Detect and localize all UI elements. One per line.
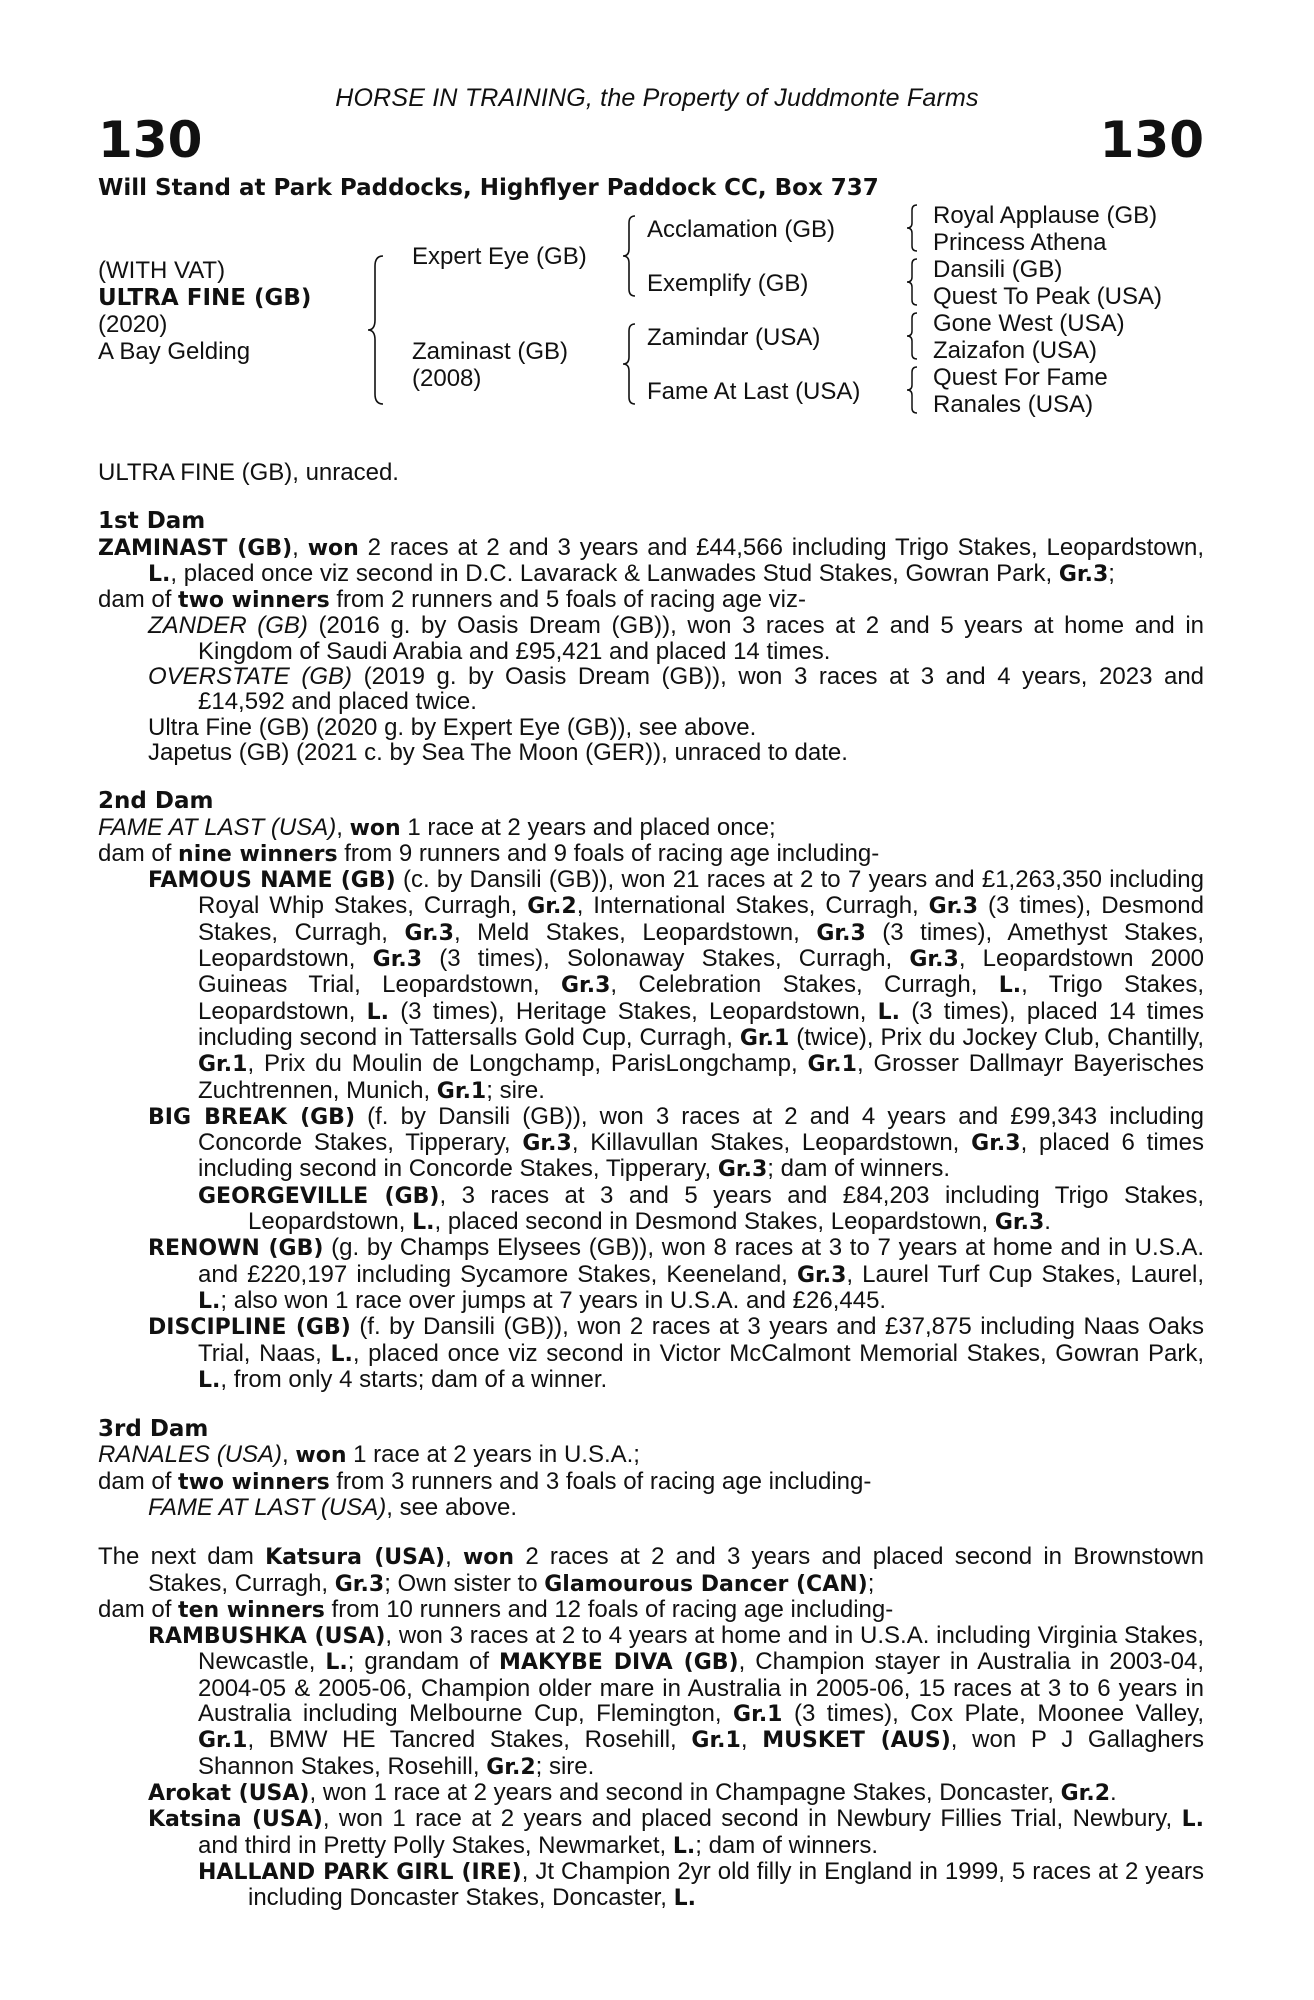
brace-icon <box>904 257 920 307</box>
brace-icon <box>365 254 387 406</box>
produce-entry: OVERSTATE (GB) (2019 g. by Oasis Dream (GB)), won 3 races at 3 and 4 years, 2023 and £14,592 and placed twice. <box>148 663 1205 716</box>
produce-entry: BIG BREAK (GB) (f. by Dansili (GB)), won 3 races at 2 and 4 years and £99,343 including Concorde Stakes, Tipperary, Gr.3, Killavullan Stakes, Leopardstown, Gr.3, placed 6 times including second in Concorde Stakes, Tipperary, Gr.3; dam of winners. <box>148 1102 1204 1183</box>
horse-year: (2020) <box>98 311 168 338</box>
produce-entry: FAME AT LAST (USA), see above. <box>148 1493 518 1521</box>
third-dam-heading: 3rd Dam <box>98 1416 209 1443</box>
brace-icon <box>620 322 638 406</box>
gg-dds: Quest For Fame <box>933 364 1108 391</box>
produce-entry: DISCIPLINE (GB) (f. by Dansili (GB)), won 2 races at 3 years and £37,875 including Naas Oaks Trial, Naas, L., placed once viz second in Victor McCalmont Memorial Stakes, Gowran Park, L., from only 4 starts; dam of a winner. <box>148 1313 1204 1393</box>
sire-dam: Exemplify (GB) <box>647 270 809 297</box>
first-dam-record: ZAMINAST (GB), won 2 races at 2 and 3 years and £44,566 including Trigo Stakes, Leopardstown, L., placed once viz second in D.C. Lavarack & Lanwades Stud Stakes, Gowran Park, Gr.3; <box>98 533 1204 587</box>
produce-entry: Katsina (USA), won 1 race at 2 years and placed second in Newbury Fillies Trial, Newbury, L. and third in Pretty Polly Stakes, Newmarket, L.; dam of winners. <box>148 1805 1204 1859</box>
third-dam-produce-summary: dam of two winners from 3 runners and 3 foals of racing age including- <box>98 1467 872 1495</box>
gg-ssd: Princess Athena <box>933 229 1107 256</box>
produce-entry: ZANDER (GB) (2016 g. by Oasis Dream (GB)), won 3 races at 2 and 5 years at home and in Kingdom of Saudi Arabia and £95,421 and placed 14 times. <box>148 612 1205 665</box>
gg-sdd: Quest To Peak (USA) <box>933 283 1162 310</box>
dam-name: Zaminast (GB) <box>412 338 569 365</box>
produce-entry: Ultra Fine (GB) (2020 g. by Expert Eye (GB)), see above. <box>148 713 757 741</box>
next-dam-produce-summary: dam of ten winners from 10 runners and 12 foals of racing age including- <box>98 1595 894 1623</box>
produce-entry: RAMBUSHKA (USA), won 3 races at 2 to 4 years at home and in U.S.A. including Virginia Stakes, Newcastle, L.; grandam of MAKYBE DIVA (GB), Champion stayer in Australia in 2003-04, 2004-05 & 2005-06, Champion older mare in Australia in 2005-06, 15 races at 3 to 6 years in Australia including Melbourne Cup, Flemington, Gr.1 (3 times), Cox Plate, Moonee Valley, Gr.1, BMW HE Tancred Stakes, Rosehill, Gr.1, MUSKET (AUS), won P J Gallaghers Shannon Stakes, Rosehill, Gr.2; sire. <box>148 1622 1205 1780</box>
gg-dsd: Zaizafon (USA) <box>933 337 1098 364</box>
intro-line: ULTRA FINE (GB), unraced. <box>98 459 399 486</box>
brace-icon <box>620 214 638 298</box>
catalogue-body <box>98 460 1204 1911</box>
second-dam-record: FAME AT LAST (USA), won 1 race at 2 years and placed once; <box>98 813 776 841</box>
second-dam-heading: 2nd Dam <box>98 788 214 815</box>
brace-icon <box>904 203 920 253</box>
dam-dam: Fame At Last (USA) <box>647 378 861 405</box>
brace-icon <box>904 365 920 415</box>
vat-note: (WITH VAT) <box>98 257 226 284</box>
horse-name: ULTRA FINE (GB) <box>98 285 312 311</box>
next-dam-record: The next dam Katsura (USA), won 2 races at 2 and 3 years and placed second in Brownstown Stakes, Curragh, Gr.3; Own sister to Glamourous Dancer (CAN); <box>98 1543 1204 1597</box>
third-dam-record: RANALES (USA), won 1 race at 2 years in U.S.A.; <box>98 1441 640 1469</box>
produce-entry: FAMOUS NAME (GB) (c. by Dansili (GB)), won 21 races at 2 to 7 years and £1,263,350 including Royal Whip Stakes, Curragh, Gr.2, International Stakes, Curragh, Gr.3 (3 times), Desmond Stakes, Curragh, Gr.3, Meld Stakes, Leopardstown, Gr.3 (3 times), Amethyst Stakes, Leopardstown, Gr.3 (3 times), Solonaway Stakes, Curragh, Gr.3, Leopardstown 2000 Guineas Trial, Leopardstown, Gr.3, Celebration Stakes, Curragh, L., Trigo Stakes, Leopardstown, L. (3 times), Heritage Stakes, Leopardstown, L. (3 times), placed 14 times including second in Tattersalls Gold Cup, Curragh, Gr.1 (twice), Prix du Jockey Club, Chantilly, Gr.1, Prix du Moulin de Longchamp, ParisLongchamp, Gr.1, Grosser Dallmayr Bayerisches Zuchtrennen, Munich, Gr.1; sire. <box>148 866 1205 1104</box>
second-dam-produce-summary: dam of nine winners from 9 runners and 9 foals of racing age including- <box>98 839 880 867</box>
sire-sire: Acclamation (GB) <box>647 216 836 243</box>
stand-location: Will Stand at Park Paddocks, Highflyer Paddock CC, Box 737 <box>98 175 879 201</box>
gg-dss: Gone West (USA) <box>933 310 1125 337</box>
gg-sss: Royal Applause (GB) <box>933 202 1158 229</box>
dam-year: (2008) <box>412 365 482 392</box>
horse-description: A Bay Gelding <box>98 338 251 365</box>
produce-entry: Japetus (GB) (2021 c. by Sea The Moon (GER)), unraced to date. <box>148 738 848 766</box>
gg-ddd: Ranales (USA) <box>933 391 1094 418</box>
grand-produce-entry: GEORGEVILLE (GB), 3 races at 3 and 5 years and £84,203 including Trigo Stakes, Leopardstown, L., placed second in Desmond Stakes, Leopardstown, Gr.3. <box>198 1181 1205 1236</box>
grand-produce-entry: HALLAND PARK GIRL (IRE), Jt Champion 2yr old filly in England in 1999, 5 races at 2 years including Doncaster Stakes, Doncaster, L. <box>198 1857 1204 1912</box>
lot-number-right: 130 <box>1099 111 1204 169</box>
dam-sire: Zamindar (USA) <box>647 324 821 351</box>
gg-sds: Dansili (GB) <box>933 256 1063 283</box>
produce-entry: RENOWN (GB) (g. by Champs Elysees (GB)), won 8 races at 3 to 7 years at home and in U.S.A. and £220,197 including Sycamore Stakes, Keeneland, Gr.3, Laurel Turf Cup Stakes, Laurel, L.; also won 1 race over jumps at 7 years in U.S.A. and £26,445. <box>148 1234 1204 1314</box>
first-dam-produce-summary: dam of two winners from 2 runners and 5 foals of racing age viz- <box>98 586 806 614</box>
page-subtitle: HORSE IN TRAINING, the Property of Juddmonte Farms <box>335 84 979 112</box>
sire-name: Expert Eye (GB) <box>412 243 587 270</box>
first-dam-heading: 1st Dam <box>98 508 206 535</box>
brace-icon <box>904 311 920 361</box>
lot-number-left: 130 <box>98 111 203 169</box>
produce-entry: Arokat (USA), won 1 race at 2 years and second in Champagne Stakes, Doncaster, Gr.2. <box>148 1778 1117 1806</box>
